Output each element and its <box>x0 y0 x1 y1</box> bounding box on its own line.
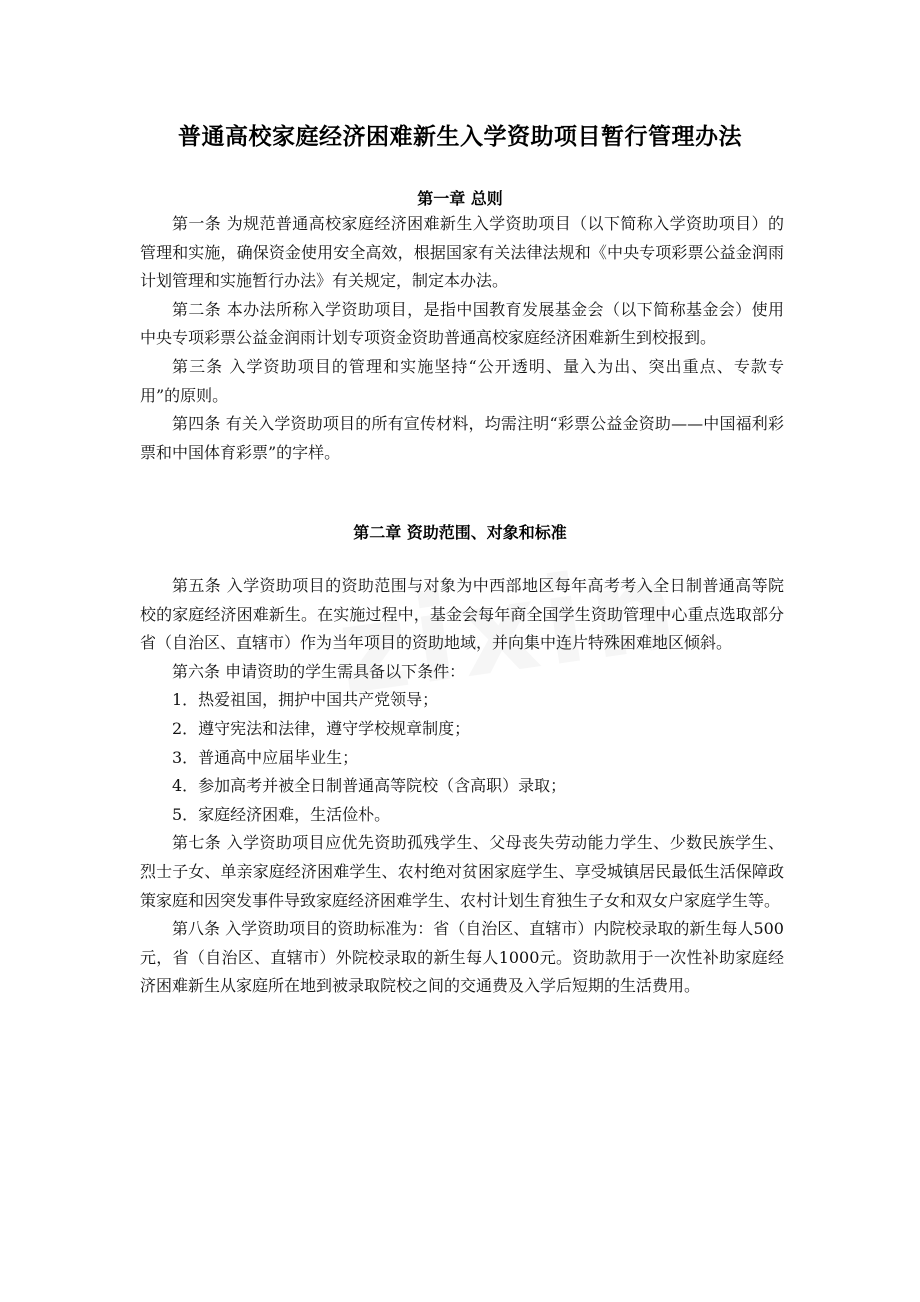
condition-item-1: 1．热爱祖国，拥护中国共产党领导； <box>172 690 439 710</box>
chapter-1-heading: 第一章 总则 <box>417 189 503 208</box>
article-5: 第五条 入学资助项目的资助范围与对象为中西部地区每年高考考入全日制普通高等院校的家庭经济困难新生。在实施过程中，基金会每年商全国学生资助管理中心重点选取部分省（自治区、直辖市）作为当年项目的资助地域，并向集中连片特殊困难地区倾斜。 <box>140 576 784 653</box>
document-title: 普通高校家庭经济困难新生入学资助项目暂行管理办法 <box>178 124 742 150</box>
article-6: 第六条 申请资助的学生需具备以下条件： <box>172 661 466 681</box>
chapter-1-body <box>140 210 784 467</box>
chapter-2-body <box>140 572 784 1001</box>
article-3: 第三条 入学资助项目的管理和实施坚持“公开透明、量入为出、突出重点、专款专用”的原则。 <box>140 356 784 405</box>
condition-item-2: 2．遵守宪法和法律，遵守学校规章制度； <box>172 718 471 738</box>
condition-item-5: 5．家庭经济困难，生活俭朴。 <box>172 804 391 824</box>
article-4: 第四条 有关入学资助项目的所有宣传材料，均需注明“彩票公益金资助——中国福利彩票和中国体育彩票”的字样。 <box>140 414 784 462</box>
article-7: 第七条 入学资助项目应优先资助孤残学生、父母丧失劳动能力学生、少数民族学生、烈士子女、单亲家庭经济困难学生、农村绝对贫困家庭学生、享受城镇居民最低生活保障政策家庭和因突发事件导致家庭经济困难学生、农村计划生育独生子女和双女户家庭学生等。 <box>140 833 784 910</box>
article-8: 第八条 入学资助项目的资助标准为：省（自治区、直辖市）内院校录取的新生每人500元，省（自治区、直辖市）外院校录取的新生每人1000元。资助款用于一次性补助家庭经济困难新生从家庭所在地到被录取院校之间的交通费及入学后短期的生活费用。 <box>140 919 784 996</box>
article-1: 第一条 为规范普通高校家庭经济困难新生入学资助项目（以下简称入学资助项目）的管理和实施，确保资金使用安全高效，根据国家有关法律法规和《中央专项彩票公益金润雨计划管理和实施暂行办法》有关规定，制定本办法。 <box>140 214 784 291</box>
condition-item-4: 4．参加高考并被全日制普通高等院校（含高职）录取； <box>172 776 567 796</box>
condition-item-3: 3．普通高中应届毕业生； <box>172 747 359 767</box>
chapter-2-heading: 第二章 资助范围、对象和标准 <box>353 523 567 542</box>
article-2: 第二条 本办法所称入学资助项目，是指中国教育发展基金会（以下简称基金会）使用中央专项彩票公益金润雨计划专项资金资助普通高校家庭经济困难新生到校报到。 <box>140 299 784 348</box>
